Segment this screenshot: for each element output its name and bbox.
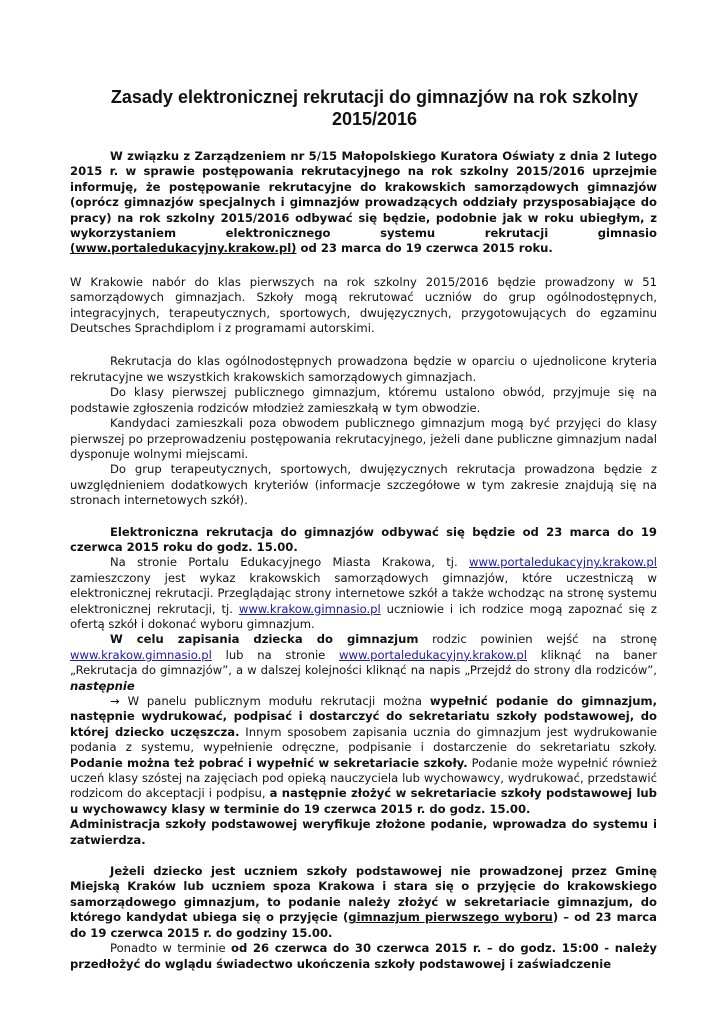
intro-portal-link[interactable]: (www.portaledukacyjny.krakow.pl) xyxy=(70,241,297,256)
zapis-text-3: kliknąć na baner „Rekrutacja do gimnazjów”, a w dalszej kolejności kliknąć na napis „Przejdź do strony dla rodziców”, xyxy=(70,647,658,678)
zapis-text-2: lub na stronie xyxy=(211,647,340,662)
gimnasio-link[interactable]: www.krakow.gimnasio.pl xyxy=(238,601,381,616)
zapis-text-1: rodzic powinien wejść na stronę xyxy=(418,632,657,647)
panel-bold-2: Podanie można też pobrać i wypełnić w sekretariacie szkoły. xyxy=(70,755,468,770)
kandydaci-paragraph: Kandydaci zamieszkali poza obwodem publicznego gimnazjum mogą być przyjęci do klasy pierwszej po przeprowadzeniu postępowania rekrutacyjnego, jeżeli dane publiczne gimnazjum nadal dysponuje wolnymi miejscami. xyxy=(70,416,657,461)
outside-text-1: Jeżeli dziecko jest uczniem szkoły podstawowej nie prowadzonej przez Gminę Miejską Kraków lub uczniem spoza Krakowa i stara się o przyjęcie do krakowskiego samorządowego gimnazjum, to podanie należy złożyć w sekretariacie gimnazjum, do którego kandydat ubiega się o przyjęcie ( xyxy=(70,864,657,925)
zapis-paragraph xyxy=(70,632,657,694)
intro-paragraph xyxy=(70,149,657,257)
panel-text-2: Innym sposobem zapisania ucznia do gimnazjum jest wydrukowanie podania z systemu, wypełnienie odręczne, podpisanie i dostarczenie do sekretariatu szkoły. xyxy=(70,724,657,755)
document-page xyxy=(70,86,657,972)
outside-first-choice: gimnazjum pierwszego wyboru xyxy=(348,910,553,925)
ponadto-text: Ponadto w terminie xyxy=(110,941,231,956)
panel-text-1: → W panelu publicznym modułu rekrutacji można xyxy=(110,694,430,708)
obwod-paragraph: Do klasy pierwszej publicznego gimnazjum, któremu ustalono obwód, przyjmuje się na podstawie zgłoszenia rodziców młodzież zamieszkałą w tym obwodzie. xyxy=(70,385,657,415)
ogolnodostepne-paragraph: Rekrutacja do klas ogólnodostępnych prowadzona będzie w oparciu o ujednolicone kryteria rekrutacyjne we wszystkich krakowskich samorządowych gimnazjach. xyxy=(70,354,657,384)
ponadto-bold: od 26 czerwca do 30 czerwca 2015 r. – do godz. 15:00 - należy przedłożyć do wglądu świadectwo ukończenia szkoły podstawowej i zaświadczenie xyxy=(70,941,657,971)
panel-bold-1: wypełnić podanie do gimnazjum, następnie wydrukować, podpisać i dostarczyć do sekretariatu szkoły podstawowej, do której dziecko uczęszcza. xyxy=(70,694,657,739)
grupy-paragraph: Do grup terapeutycznych, sportowych, dwujęzycznych rekrutacja prowadzona będzie z uwzględnieniem dodatkowych kryteriów (informacje szczegółowe w tym zakresie znajdują się na stronach internetowych szkół). xyxy=(70,462,657,508)
electronic-heading: Elektroniczna rekrutacja do gimnazjów odbywać się będzie od 23 marca do 19 czerwca 2015 roku do godz. 15.00. xyxy=(70,524,657,554)
outside-text-2: ) – od 23 marca do 19 czerwca 2015 r. do godziny 15.00. xyxy=(70,910,657,940)
intro-dates: od 23 marca do 19 czerwca 2015 roku. xyxy=(296,241,553,256)
zapis-portal-link[interactable]: www.portaledukacyjny.krakow.pl xyxy=(339,647,528,662)
ponadto-paragraph xyxy=(70,941,657,972)
panel-bold-3: a następnie złożyć w sekretariacie szkoły podstawowej lub u wychowawcy klasy w terminie do 19 czerwca 2015 r. do godz. 15.00. xyxy=(70,786,657,816)
document-title: Zasady elektronicznej rekrutacji do gimnazjów na rok szkolny 2015/2016 xyxy=(110,87,639,129)
portal-paragraph xyxy=(70,555,657,632)
portal-text-2: zamieszczony jest wykaz krakowskich samorządowych gimnazjów, które uczestniczą w elektronicznej rekrutacji. Przeglądając strony internetowe szkół a także wchodząc na stronę systemu elektronicznej rekrutacji, tj. xyxy=(70,570,657,616)
zapis-gimnasio-link[interactable]: www.krakow.gimnasio.pl xyxy=(70,647,212,662)
zapis-bold: W celu zapisania dziecka do gimnazjum xyxy=(110,632,419,647)
zapis-nastepnie: następnie xyxy=(70,678,135,693)
intro-text: W związku z Zarządzeniem nr 5/15 Małopolskiego Kuratora Oświaty z dnia 2 lutego 2015 r. w sprawie postępowania rekrutacyjnego na rok szkolny 2015/2016 uprzejmie informuję, że postępowanie rekrutacyjne do krakowskich samorządowych gimnazjów (oprócz gimnazjów specjalnych i gimnazjów prowadzących oddziały przysposabiające do pracy) na rok szkolny 2015/2016 odbywać się będzie, podobnie jak w roku ubiegłym, z wykorzystaniem elektronicznego systemu rekrutacji gimnasio xyxy=(70,149,657,241)
portal-link[interactable]: www.portaledukacyjny.krakow.pl xyxy=(469,555,657,570)
panel-paragraph xyxy=(70,694,657,817)
administracja-paragraph: Administracja szkoły podstawowej weryfikuje złożone podanie, wprowadza do systemu i zatwierdza. xyxy=(70,817,657,847)
portal-text-1: Na stronie Portalu Edukacyjnego Miasta Krakowa, tj. xyxy=(110,555,470,570)
panel-text-3: Podanie może wypełnić również uczeń klasy szóstej na zajęciach pod opieką nauczyciela lub wychowawcy, wydrukować, przedstawić rodzicom do akceptacji i podpisu, xyxy=(70,755,657,801)
nabor-paragraph: W Krakowie nabór do klas pierwszych na rok szkolny 2015/2016 będzie prowadzony w 51 samorządowych gimnazjach. Szkoły mogą rekrutować uczniów do grup ogólnodostępnych, integracyjnych, terapeutycznych, sportowych, dwujęzycznych, przygotowujących do egzaminu Deutsches Sprachdiplom i z programami autorskimi. xyxy=(70,274,657,336)
portal-text-3: uczniowie i ich rodzice mogą zapoznać się z ofertą szkół i dokonać wyboru gimnazjum. xyxy=(70,601,658,631)
outside-paragraph xyxy=(70,864,657,941)
